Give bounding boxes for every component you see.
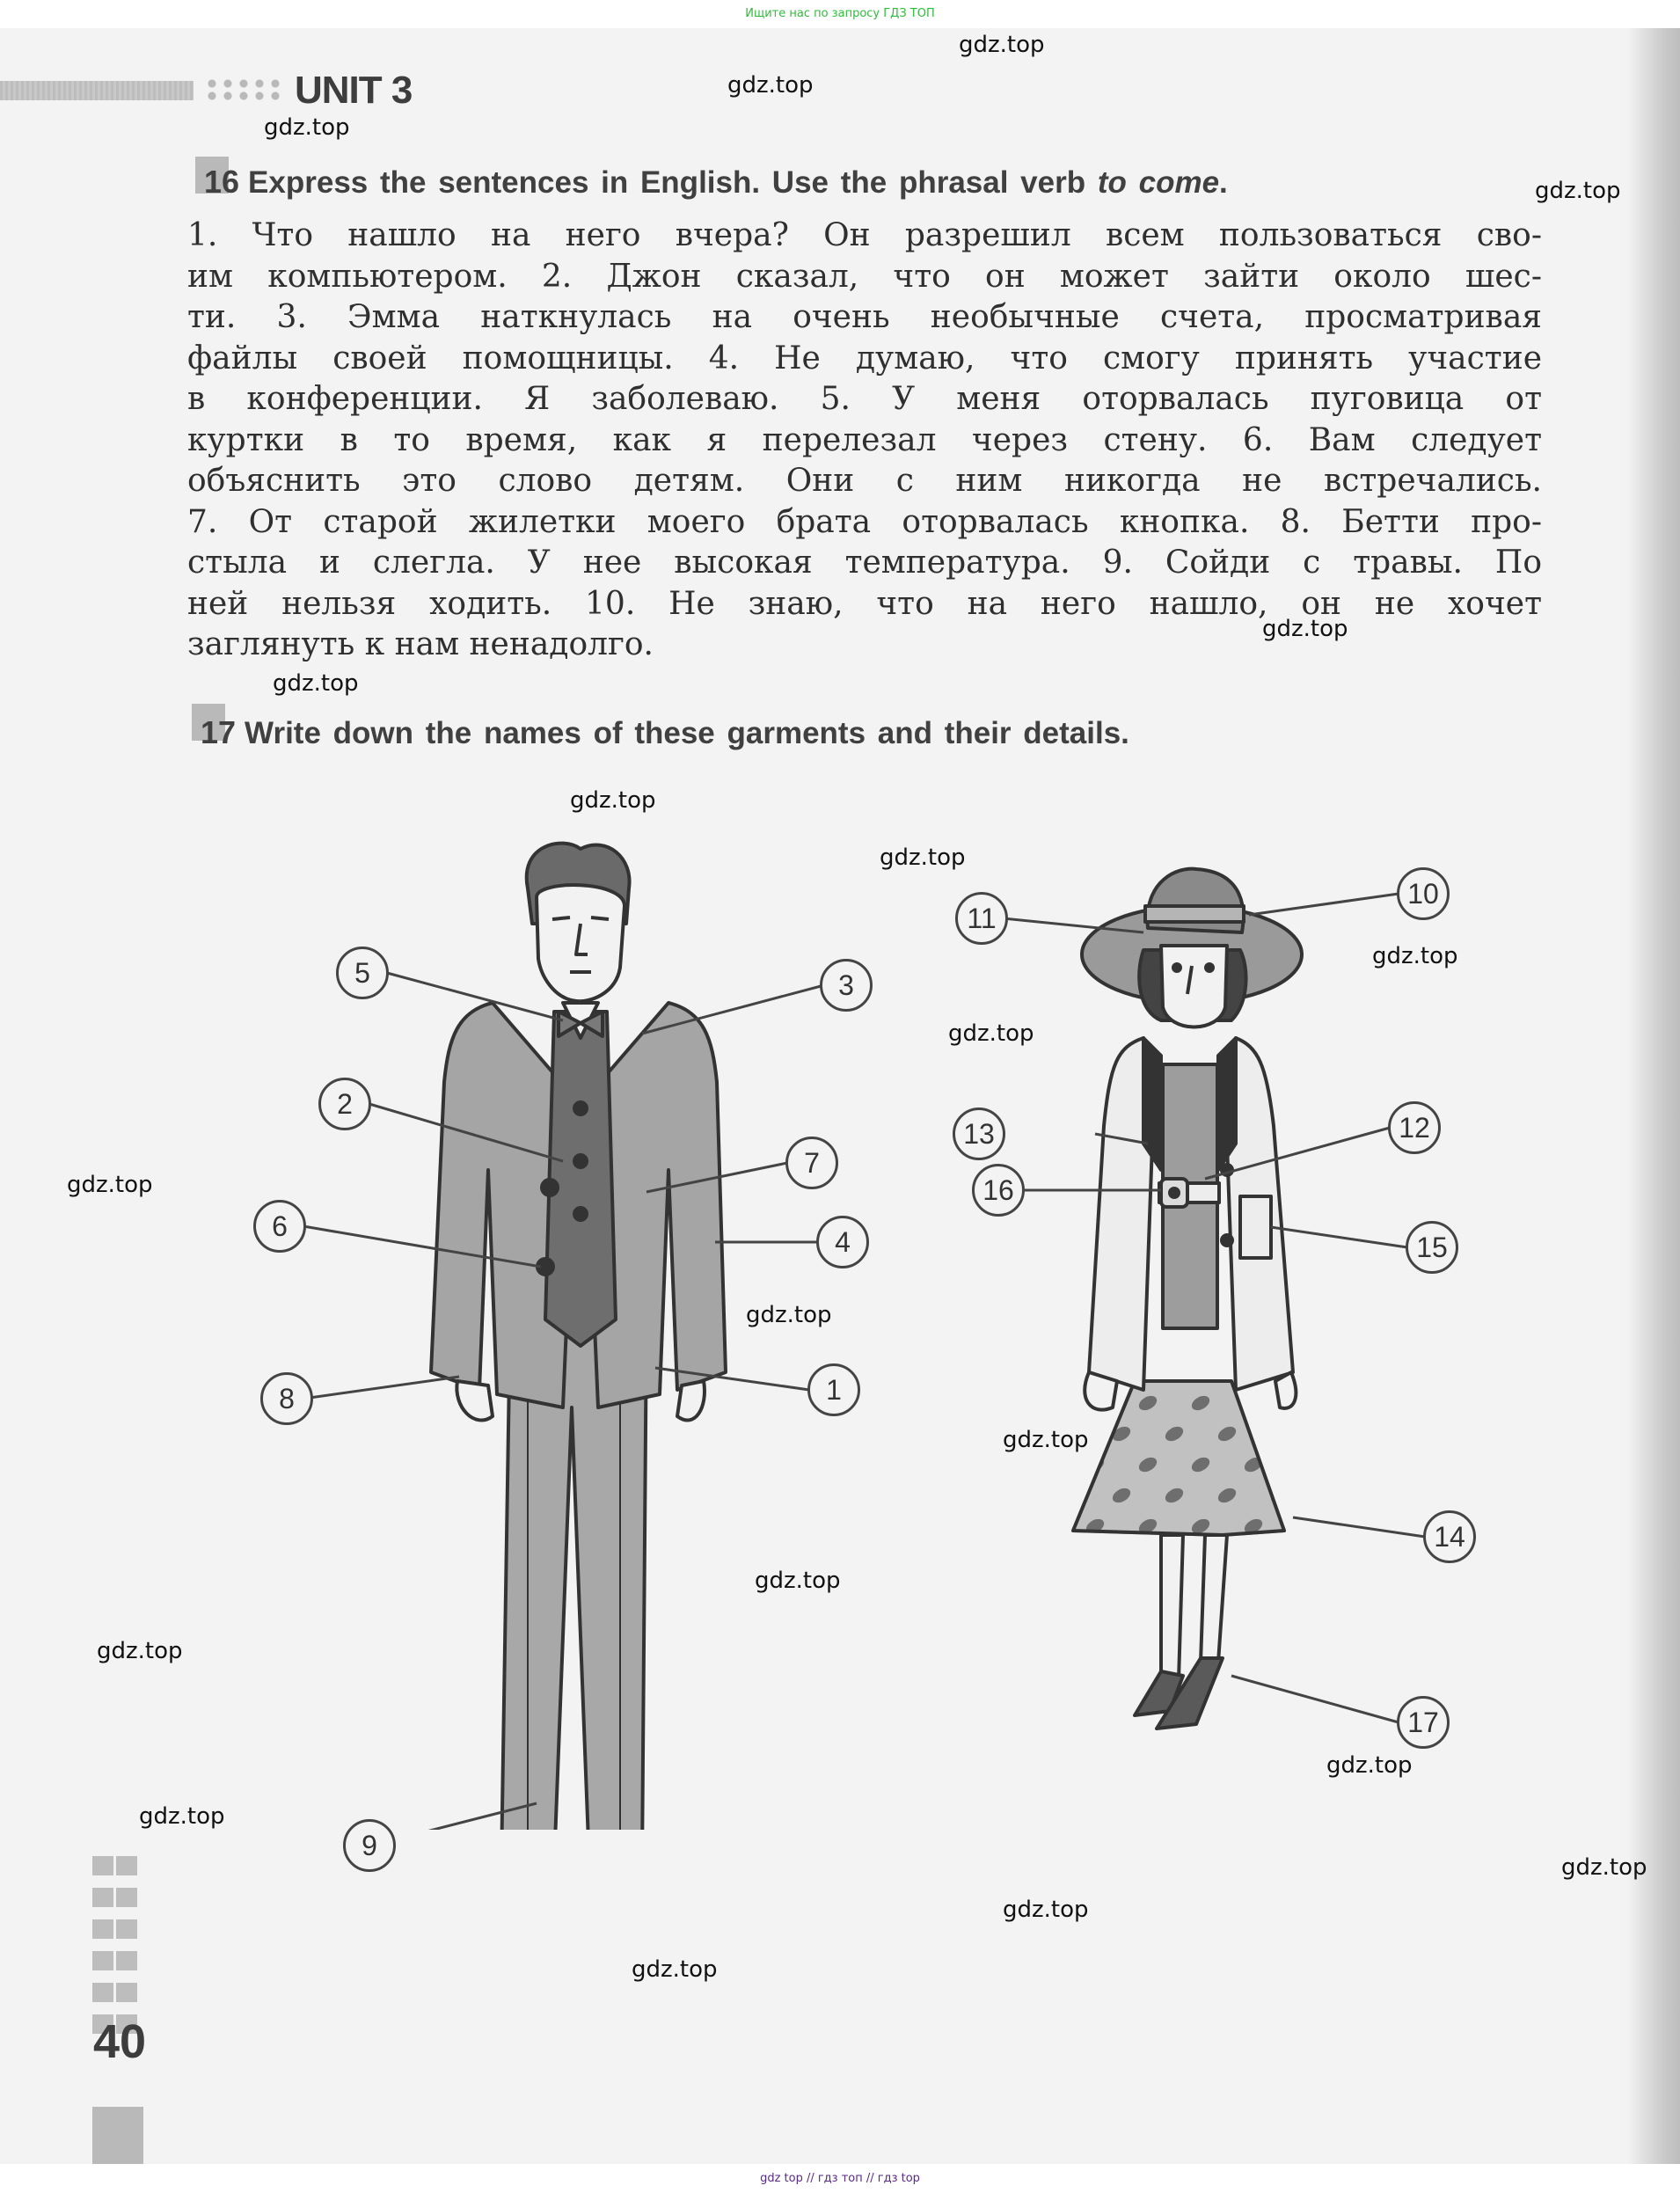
exercise-16-line: ти. 3. Эмма наткнулась на очень необычные счета, просматривая: [187, 299, 1542, 335]
watermark: gdz.top: [570, 787, 656, 814]
watermark: gdz.top: [1372, 943, 1458, 969]
callout-2: 2: [318, 1078, 371, 1130]
callout-9: 9: [343, 1819, 396, 1872]
exercise-16-line: куртки в то время, как я перелезал через стену. 6. Вам следует: [187, 421, 1542, 458]
footer-text: gdz top // гдз топ // гдз top: [760, 2172, 920, 2185]
watermark: gdz.top: [727, 72, 814, 99]
exercise-16-line: в конференции. Я заболеваю. 5. У меня оторвалась пуговица от: [187, 381, 1542, 417]
exercise-16-heading: 16 Express the sentences in English. Use the phrasal verb to come.: [204, 164, 1228, 200]
page-margin-block: [92, 2107, 143, 2164]
search-banner: [0, 0, 1680, 28]
exercise-16-line: файлы своей помощницы. 4. Не думаю, что смогу принять участие: [187, 340, 1542, 376]
callout-17: 17: [1397, 1696, 1450, 1749]
banner-text: Ищите нас по запросу ГДЗ ТОП: [745, 7, 935, 20]
watermark: gdz.top: [755, 1568, 841, 1594]
watermark: gdz.top: [139, 1803, 225, 1830]
watermark: gdz.top: [1262, 616, 1348, 642]
exercise-16-instruction: Express the sentences in English. Use the phrasal verb: [248, 165, 1098, 200]
unit-title: UNIT 3: [295, 69, 413, 112]
watermark: gdz.top: [880, 844, 966, 871]
watermark: gdz.top: [97, 1638, 183, 1664]
exercise-16-line: стыла и слегла. У нее высокая температура. 9. Сойди с травы. По: [187, 545, 1542, 581]
watermark: gdz.top: [67, 1172, 153, 1198]
callout-8: 8: [260, 1372, 313, 1425]
watermark: gdz.top: [632, 1956, 718, 1983]
callout-14: 14: [1423, 1510, 1476, 1563]
watermark: gdz.top: [1326, 1752, 1413, 1779]
watermark: gdz.top: [1003, 1427, 1089, 1453]
callout-7: 7: [785, 1137, 838, 1189]
watermark: gdz.top: [746, 1302, 832, 1328]
callout-15: 15: [1406, 1221, 1458, 1274]
man-figure: [431, 844, 726, 1830]
exercise-17-heading: [201, 714, 1129, 751]
watermark: gdz.top: [273, 670, 359, 697]
exercise-16-line: им компьютером. 2. Джон сказал, что он может зайти около шес-: [187, 258, 1542, 295]
callout-13: 13: [953, 1107, 1005, 1160]
woman-figure: [1073, 869, 1302, 1729]
callout-16: 16: [972, 1164, 1025, 1217]
unit-header-strip: [0, 81, 194, 100]
unit-header-dots: [204, 77, 283, 104]
watermark: gdz.top: [264, 114, 350, 141]
callout-3: 3: [820, 959, 873, 1012]
exercise-16-line: 7. От старой жилетки моего брата оторвалась кнопка. 8. Бетти про-: [187, 503, 1542, 540]
page-number: 40: [93, 2015, 147, 2068]
footer-bar: [0, 2164, 1680, 2193]
exercise-17-number: 17: [201, 714, 237, 750]
exercise-16-line: заглянуть к нам ненадолго.: [187, 626, 654, 662]
exercise-16-line: 1. Что нашло на него вчера? Он разрешил всем пользоваться сво-: [187, 217, 1542, 253]
watermark: gdz.top: [1535, 178, 1621, 204]
exercise-17-instruction: Write down the names of these garments and their details.: [245, 716, 1129, 750]
callout-12: 12: [1388, 1101, 1441, 1154]
exercise-16-phrasal-verb: to come: [1097, 165, 1220, 200]
callout-10: 10: [1397, 867, 1450, 920]
exercise-16-line: ней нельзя ходить. 10. Не знаю, что на него нашло, он не хочет: [187, 585, 1542, 622]
exercise-16-body: [187, 216, 1542, 666]
exercise-16-line: объяснить это слово детям. Они с ним никогда не встречались.: [187, 463, 1542, 499]
callout-4: 4: [816, 1216, 869, 1268]
exercise-16-number: 16: [204, 164, 240, 200]
watermark: gdz.top: [1003, 1897, 1089, 1923]
callout-11: 11: [955, 892, 1008, 945]
callout-1: 1: [807, 1363, 860, 1416]
watermark: gdz.top: [948, 1020, 1034, 1047]
callout-5: 5: [336, 947, 389, 999]
watermark: gdz.top: [959, 32, 1045, 58]
callout-6: 6: [253, 1200, 306, 1253]
watermark: gdz.top: [1561, 1854, 1647, 1881]
